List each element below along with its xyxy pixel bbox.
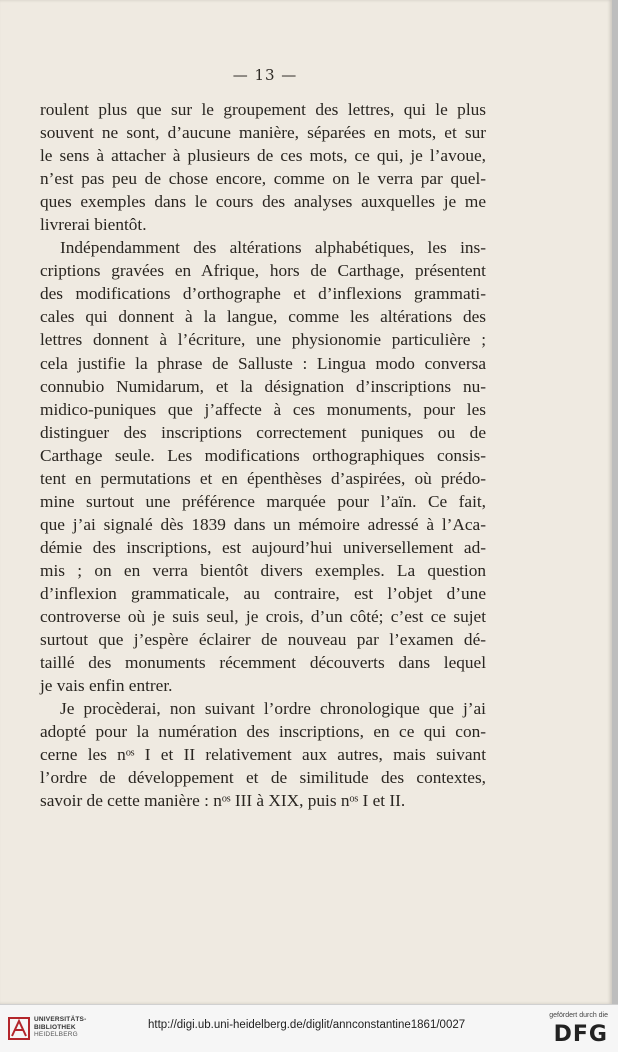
text-line: mis ; on en verra bientôt divers exemples. La question [40, 560, 486, 580]
text-line: adopté pour la numération des inscriptions, en ce qui con- [40, 722, 486, 742]
text-line: Carthage seule. Les modifications orthographiques consis- [40, 445, 486, 465]
text-line: roulent plus que sur le groupement des lettres, qui le plus [40, 100, 486, 119]
text-line: cela justifie la phrase de Salluste : Lingua modo conversa [40, 353, 486, 373]
paragraph [40, 236, 486, 697]
library-name-line1: UNIVERSITÄTS- [34, 1016, 87, 1023]
text-line: cerne les nᵒˢ I et II relativement aux autres, mais suivant [40, 745, 486, 765]
text-line: controverse où je suis seul, je crois, d’un côté; c’est ce sujet [40, 607, 486, 627]
text-line: Indépendamment des altérations alphabétiques, les ins- [60, 238, 486, 258]
viewer-footer [0, 1004, 618, 1052]
body-text [40, 98, 486, 812]
text-line: n’est pas peu de chose encore, comme on le verra par quel- [40, 169, 486, 189]
text-line: midico-puniques que j’affecte à ces monuments, pour les [40, 399, 486, 419]
paragraph [40, 697, 486, 812]
text-line: lettres donnent à l’écriture, une physionomie particulière ; [40, 330, 486, 350]
text-line: livrerai bientôt. [40, 215, 147, 235]
text-line: mine surtout une préférence marquée pour l’aïn. Ce fait, [40, 491, 486, 511]
paragraph [40, 98, 486, 236]
text-line: tent en permutations et en épenthèses d’aspirées, où prédo- [40, 468, 486, 488]
text-line: que j’ai signalé dès 1839 dans un mémoire adressé à l’Aca- [40, 514, 486, 534]
university-library-logo-icon [8, 1015, 30, 1041]
text-line: d’inflexion grammaticale, au contraire, est l’objet d’une [40, 583, 486, 603]
text-line: l’ordre de développement et de similitude des contextes, [40, 768, 486, 788]
text-line: des modifications d’orthographe et d’inflexions grammati- [40, 284, 486, 304]
text-line: criptions gravées en Afrique, hors de Carthage, présentent [40, 261, 486, 281]
library-name [34, 1016, 86, 1039]
library-name-line2: BIBLIOTHEK [34, 1023, 76, 1031]
page-number: — 13 — [232, 66, 298, 84]
text-line: savoir de cette manière : nᵒˢ III à XIX, puis nᵒˢ I et II. [40, 791, 406, 811]
funding-caption: gefördert durch die [549, 1012, 608, 1019]
text-line: surtout que j’espère éclairer de nouveau par l’examen dé- [40, 630, 486, 650]
text-line: le sens à attacher à plusieurs de ces mots, ce qui, je l’avoue, [40, 146, 486, 166]
text-line: Je procèderai, non suivant l’ordre chronologique que j’ai [60, 699, 486, 719]
text-line: distinguer des inscriptions correctement puniques ou de [40, 422, 486, 442]
permalink-url[interactable]: http://digi.ub.uni-heidelberg.de/diglit/annconstantine1861/0027 [148, 1019, 466, 1031]
text-line: démie des inscriptions, est aujourd’hui universellement ad- [40, 537, 486, 557]
text-line: connubio Numidarum, et la désignation d’inscriptions nu- [40, 376, 486, 396]
dfg-logo[interactable]: DFG [553, 1022, 608, 1047]
text-line: souvent ne sont, d’aucune manière, séparées en mots, et sur [40, 123, 486, 143]
text-line: taillé des monuments récemment découverts dans lequel [40, 653, 486, 673]
library-name-line3: HEIDELBERG [34, 1031, 78, 1038]
page-edge [612, 0, 618, 1004]
text-line: je vais enfin entrer. [40, 676, 173, 696]
text-line: ques exemples dans le cours des analyses auxquelles je me [40, 192, 486, 212]
text-line: cales qui donnent à la langue, comme les altérations des [40, 307, 486, 327]
